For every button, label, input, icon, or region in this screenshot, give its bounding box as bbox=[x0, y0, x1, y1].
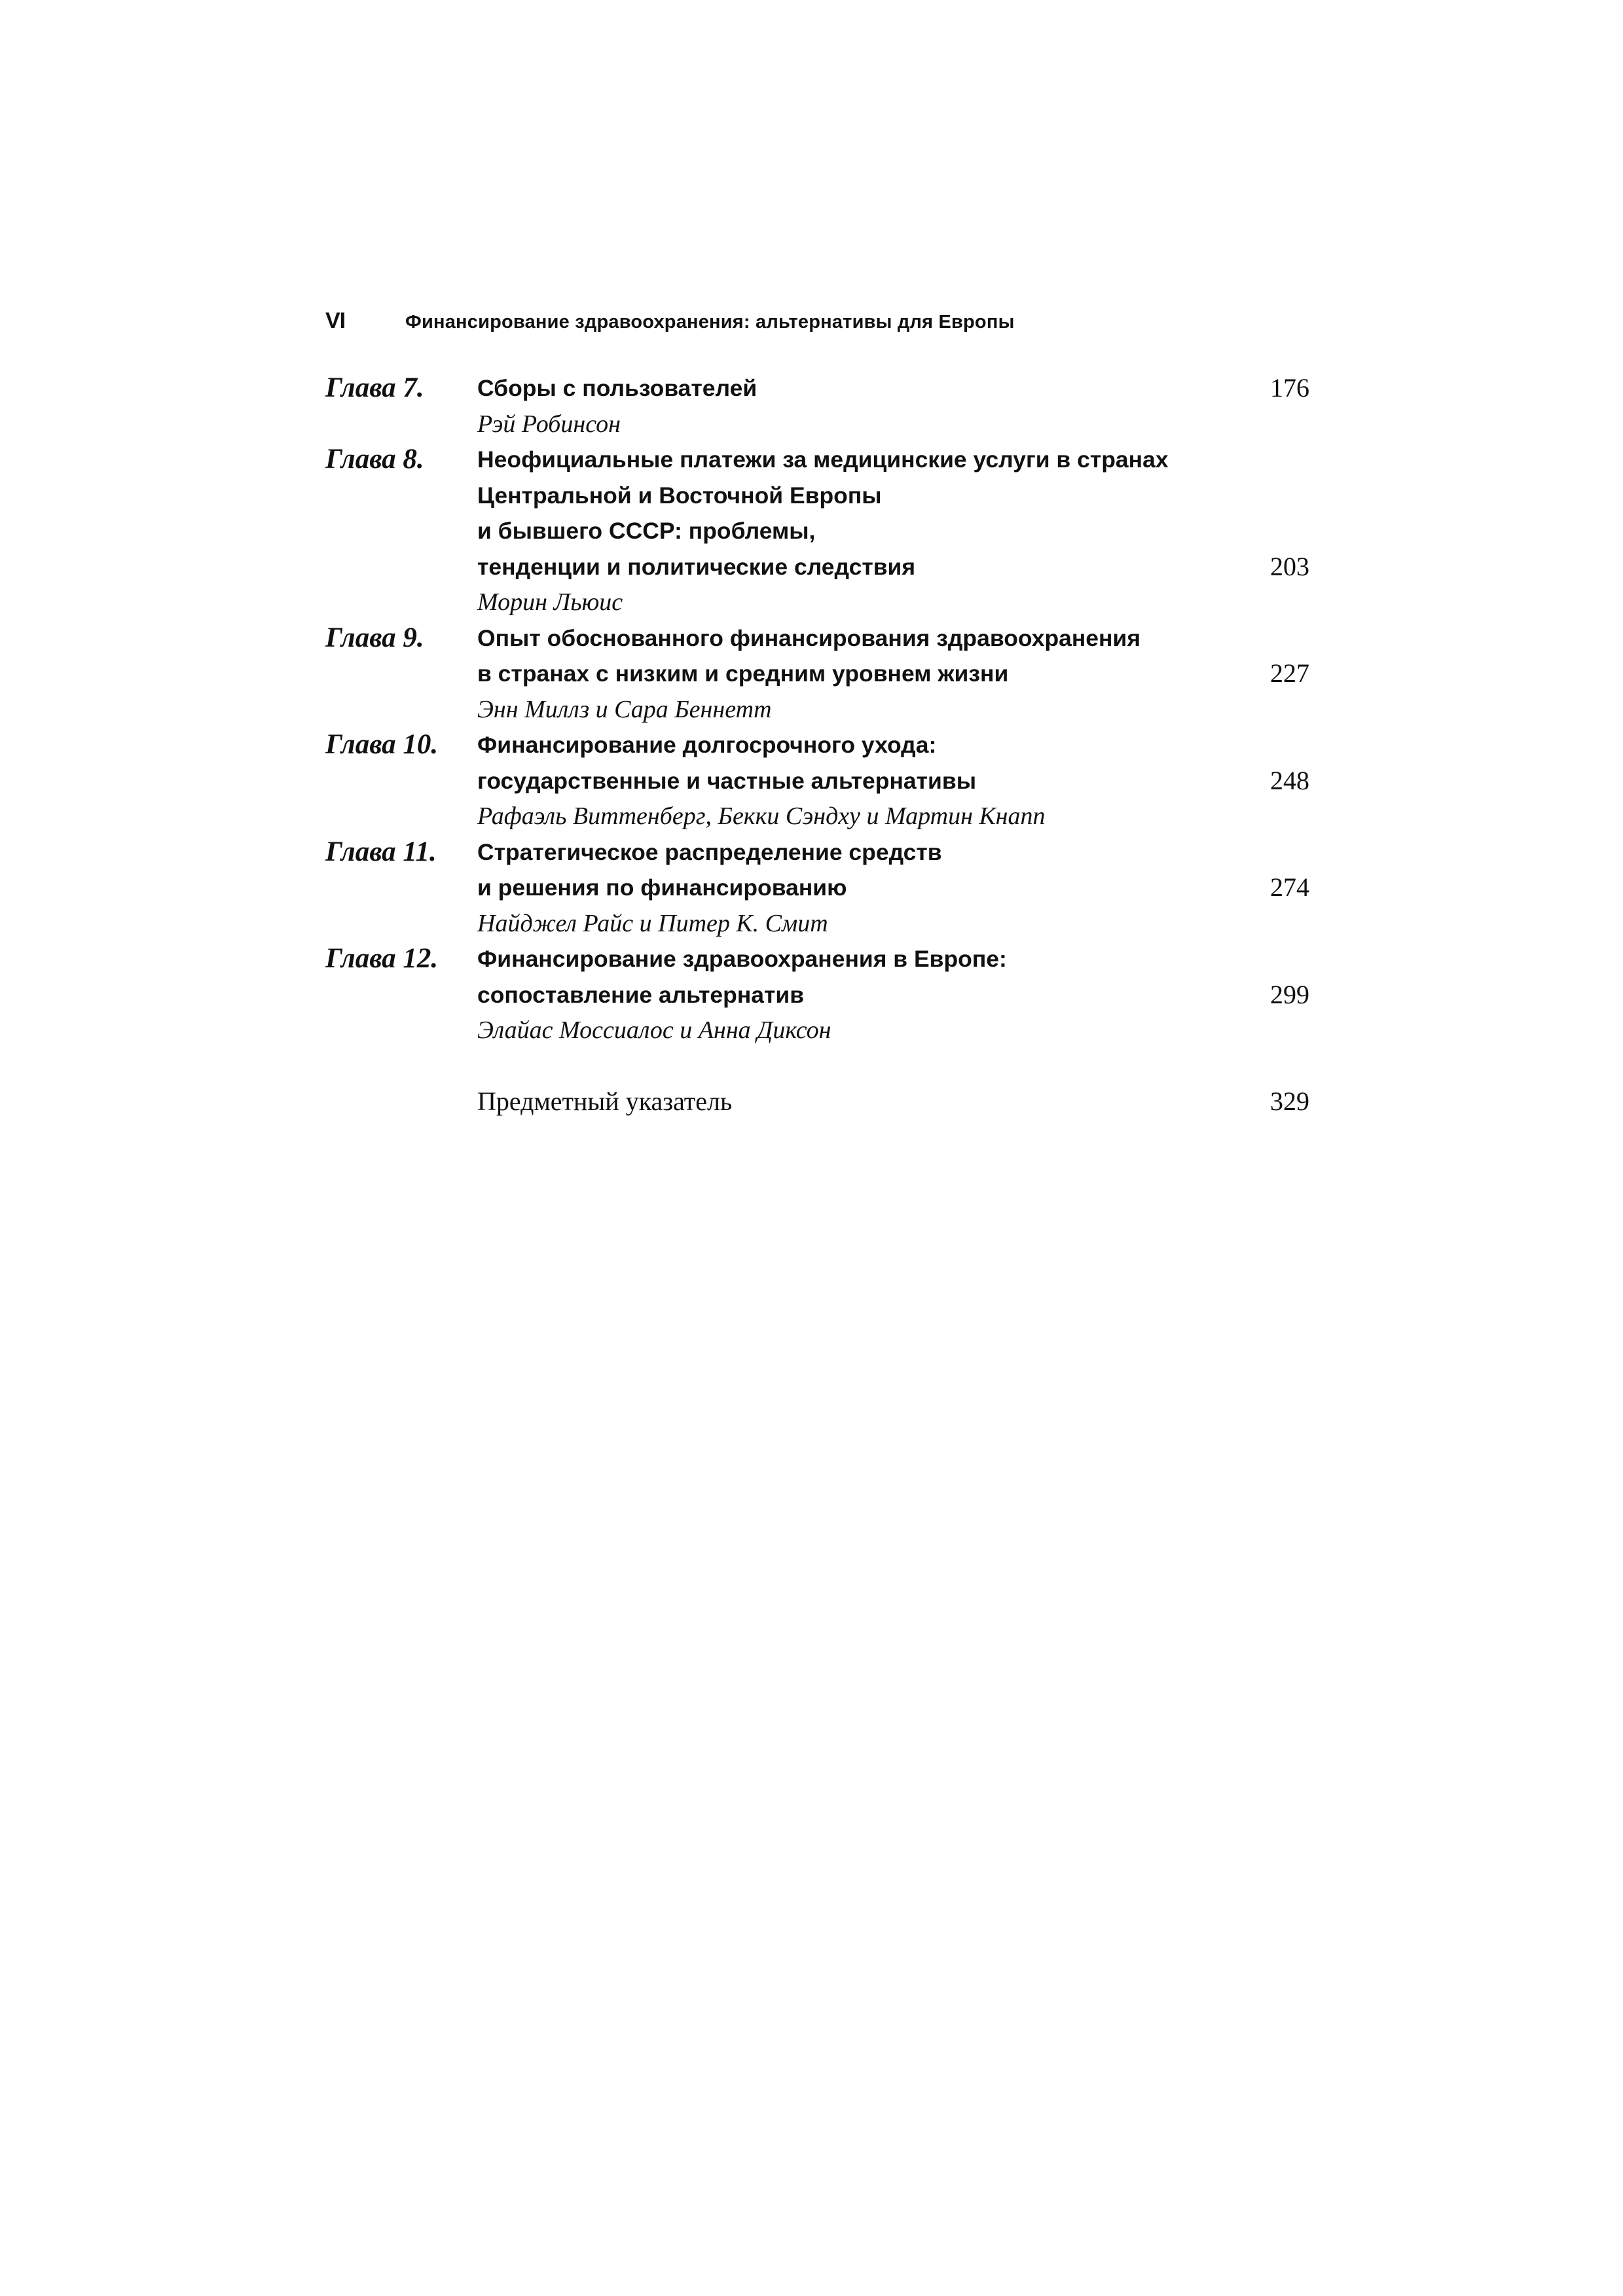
toc-entry bbox=[325, 941, 1309, 1049]
chapter-title-line: государственные и частные альтернативы bbox=[477, 767, 977, 794]
chapter-text bbox=[477, 834, 1244, 942]
chapter-text bbox=[477, 941, 1244, 1049]
chapter-text bbox=[477, 727, 1244, 834]
chapter-authors: Найджел Райс и Питер К. Смит bbox=[477, 909, 828, 937]
chapter-title-line: Финансирование здравоохранения в Европе: bbox=[477, 946, 1007, 972]
chapter-title-line: Неофициальные платежи за медицинские услуги в странах bbox=[477, 446, 1169, 473]
table-of-contents bbox=[325, 370, 1309, 1119]
chapter-label: Глава 11. bbox=[325, 836, 437, 867]
chapter-authors: Рафаэль Виттенберг, Бекки Сэндху и Мартин Кнапп bbox=[477, 802, 1046, 830]
page-column bbox=[1244, 727, 1309, 834]
chapter-page-number: 227 bbox=[1270, 658, 1309, 688]
page-folio: VI bbox=[325, 308, 346, 333]
chapter-title-line: Сборы с пользователей bbox=[477, 375, 757, 401]
chapter-page-number: 203 bbox=[1270, 551, 1309, 581]
page-column bbox=[1244, 370, 1309, 442]
chapter-title-line: сопоставление альтернатив bbox=[477, 981, 805, 1008]
chapter-authors: Энн Миллз и Сара Беннетт bbox=[477, 695, 772, 723]
chapter-authors: Элайас Моссиалос и Анна Диксон bbox=[477, 1016, 831, 1044]
chapter-title-line: и бывшего СССР: проблемы, bbox=[477, 518, 816, 544]
chapter-page-number: 299 bbox=[1270, 979, 1309, 1009]
toc-entry bbox=[325, 834, 1309, 942]
chapter-label: Глава 7. bbox=[325, 372, 424, 403]
toc-entry bbox=[325, 620, 1309, 728]
chapter-label: Глава 10. bbox=[325, 729, 439, 760]
chapter-label: Глава 9. bbox=[325, 622, 424, 653]
page-column bbox=[1244, 620, 1309, 728]
index-page-number: 329 bbox=[1270, 1086, 1309, 1116]
chapter-title-line: Финансирование долгосрочного ухода: bbox=[477, 732, 937, 758]
chapter-label: Глава 12. bbox=[325, 943, 439, 974]
chapter-title-line: Опыт обоснованного финансирования здравоохранения bbox=[477, 624, 1141, 651]
page-column bbox=[1244, 834, 1309, 942]
page-column bbox=[1244, 442, 1309, 620]
running-head-title: Финансирование здравоохранения: альтернативы для Европы bbox=[405, 312, 1015, 332]
index-entry bbox=[325, 1084, 1309, 1120]
chapter-text bbox=[477, 620, 1244, 728]
index-title: Предметный указатель bbox=[477, 1086, 733, 1116]
page-column bbox=[1244, 941, 1309, 1049]
running-head bbox=[325, 306, 1307, 335]
chapter-title-line: в странах с низким и средним уровнем жизни bbox=[477, 660, 1009, 687]
chapter-title-line: и решения по финансированию bbox=[477, 874, 847, 901]
chapter-title-line: Стратегическое распределение средств bbox=[477, 838, 942, 865]
chapter-page-number: 274 bbox=[1270, 872, 1309, 902]
chapter-page-number: 248 bbox=[1270, 765, 1309, 795]
index-label-spacer bbox=[325, 1084, 477, 1120]
chapter-authors: Рэй Робинсон bbox=[477, 410, 621, 438]
chapter-authors: Морин Льюис bbox=[477, 588, 623, 616]
toc-entry bbox=[325, 727, 1309, 834]
chapter-page-number: 176 bbox=[1270, 373, 1309, 403]
toc-entry bbox=[325, 370, 1309, 442]
chapter-title-line: Центральной и Восточной Европы bbox=[477, 482, 882, 509]
chapter-title-line: тенденции и политические следствия bbox=[477, 553, 916, 580]
toc-entry bbox=[325, 442, 1309, 620]
chapter-text bbox=[477, 442, 1244, 620]
chapter-label: Глава 8. bbox=[325, 444, 424, 475]
chapter-text bbox=[477, 370, 1244, 442]
